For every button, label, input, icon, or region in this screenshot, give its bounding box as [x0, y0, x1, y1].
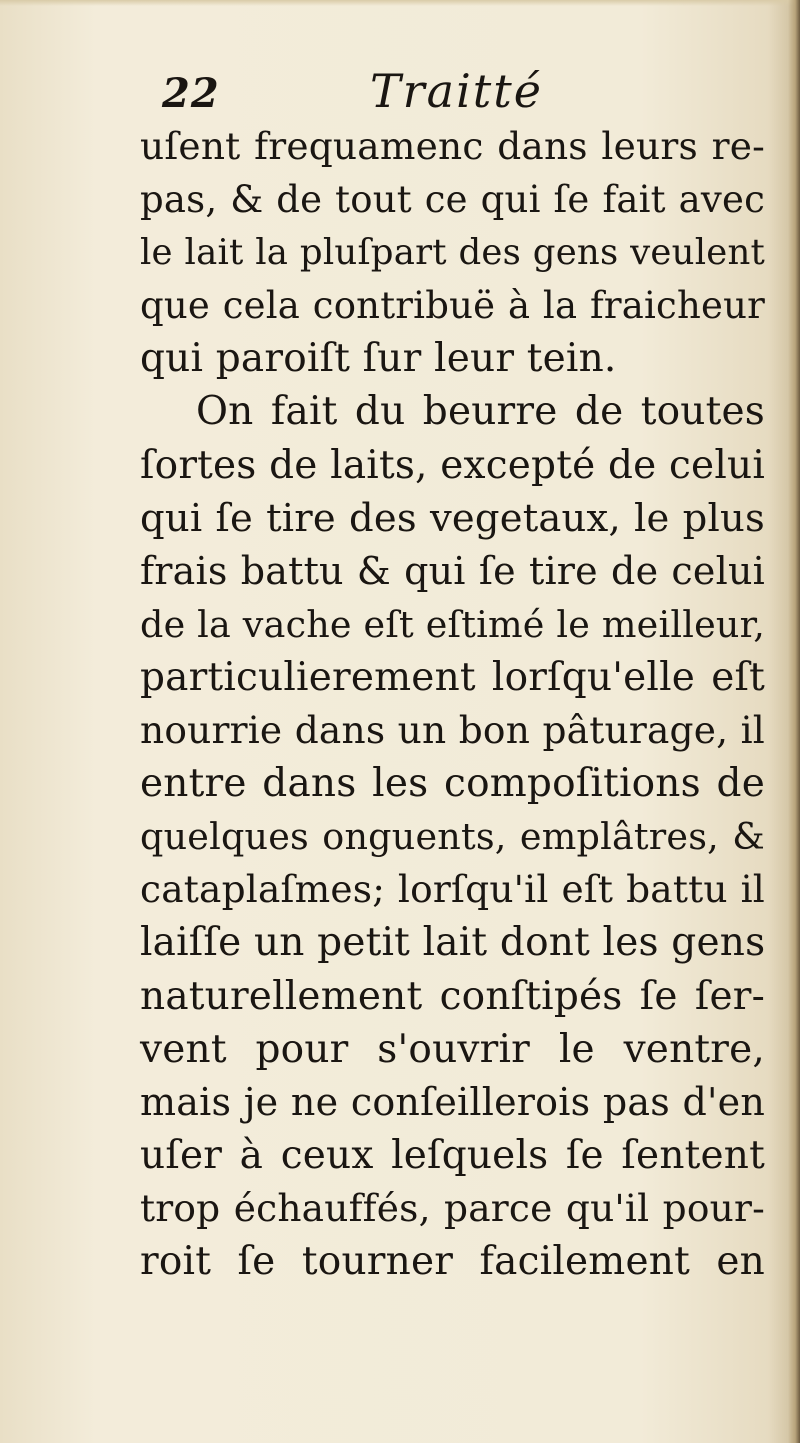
text-line: que cela contribuë à la fraicheur [140, 284, 765, 328]
running-head: Traitté [370, 64, 544, 118]
text-line-paragraph-start: On fait du beurre de toutes [196, 389, 765, 435]
text-line: cataplaſmes; lorſqu'il eſt battu il [140, 867, 765, 912]
text-line: mais je ne conſeillerois pas d'en [140, 1079, 765, 1124]
text-line: pas, & de tout ce qui ſe fait avec [140, 178, 765, 222]
text-line: ſortes de laits, excepté de celui [140, 442, 765, 488]
body-text [140, 120, 765, 1288]
text-line: laiſſe un petit lait dont les gens [140, 920, 766, 966]
text-line: trop échauffés, parce qu'il pour- [140, 1185, 765, 1230]
page-header [140, 64, 780, 124]
text-line: roit ſe tourner facilement en [140, 1238, 765, 1284]
text-line: entre dans les compoſitions de [140, 761, 765, 807]
text-line: de la vache eſt eſtimé le meilleur, [140, 602, 766, 646]
text-line: naturellement conſtipés ſe ſer- [140, 973, 765, 1019]
text-line: nourrie dans un bon pâturage, il [140, 708, 765, 753]
page-gutter-edge [788, 0, 800, 1443]
text-line: qui ſe tire des vegetaux, le plus [140, 495, 765, 541]
text-line: vent pour s'ouvrir le ventre, [140, 1026, 765, 1072]
text-line: uſer à ceux leſquels ſe ſentent [140, 1132, 765, 1178]
page-number: 22 [162, 70, 220, 117]
text-line: uſent frequamenc dans leurs re- [140, 124, 765, 168]
text-line: qui paroiſt ſur leur tein. [140, 336, 617, 382]
text-line: quelques onguents, emplâtres, & [140, 815, 765, 859]
text-line: frais battu & qui ſe tire de celui [140, 548, 765, 593]
text-line: particulierement lorſqu'elle eſt [140, 654, 765, 700]
page-top-edge [0, 0, 800, 6]
text-line: le lait la pluſpart des gens veulent [140, 232, 765, 274]
